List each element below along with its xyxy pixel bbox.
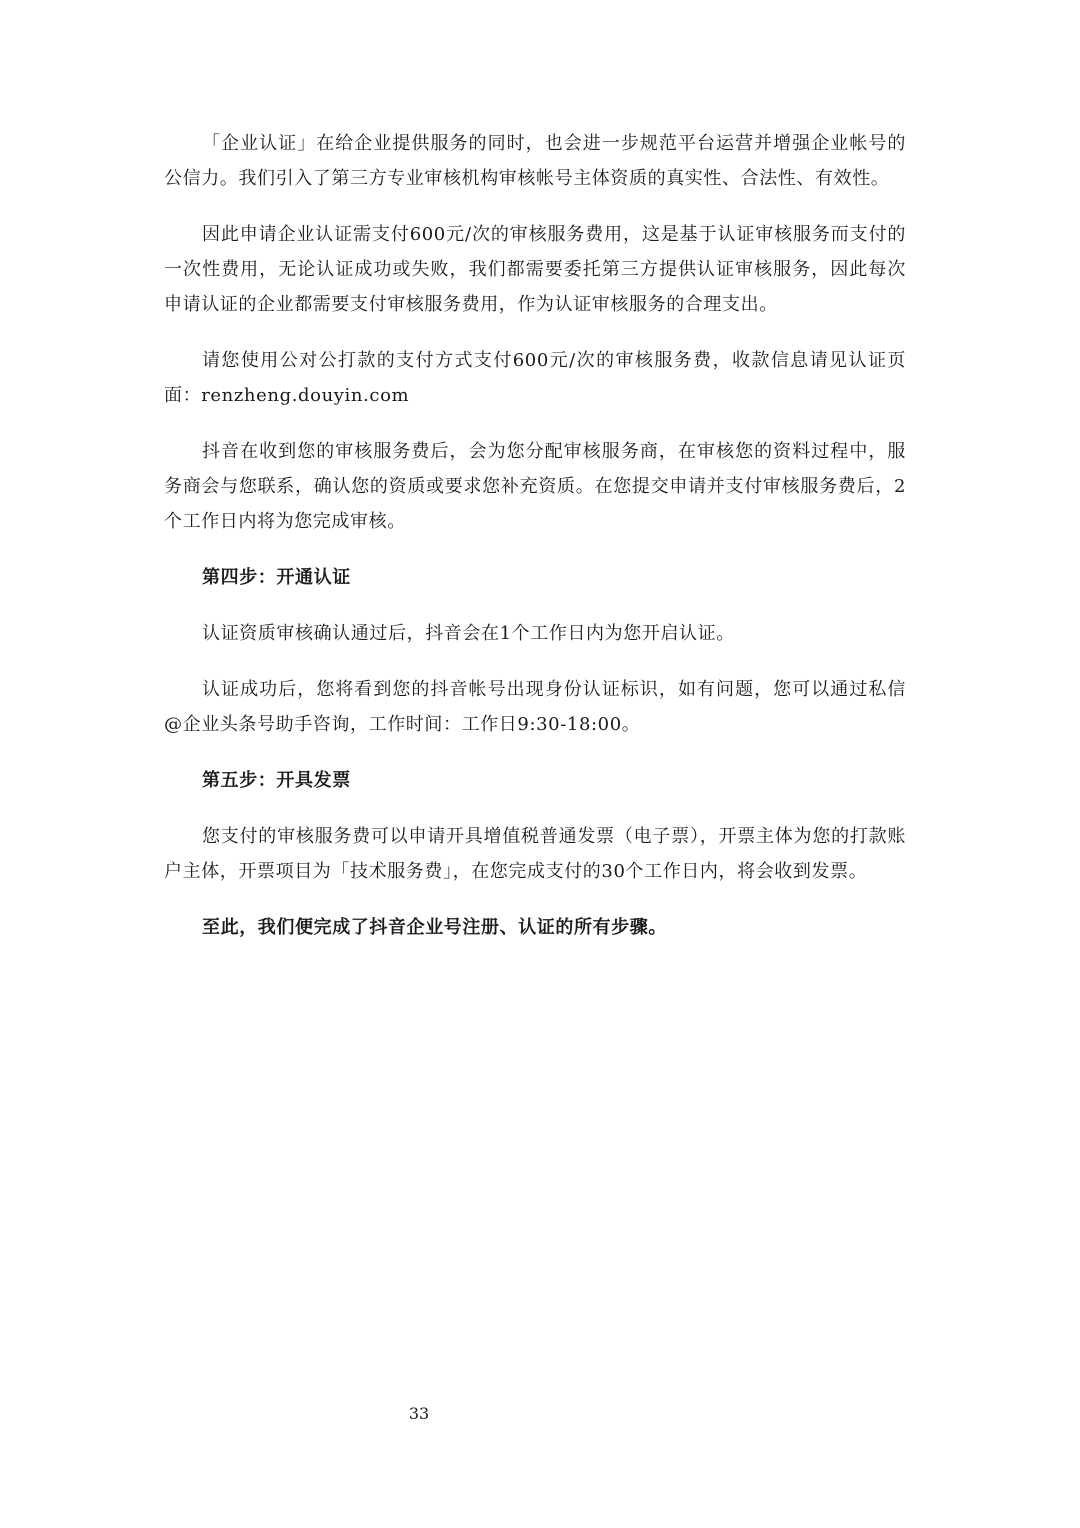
page-number: 33 — [408, 1404, 430, 1423]
paragraph-invoice: 您支付的审核服务费可以申请开具增值税普通发票（电子票），开票主体为您的打款账户主体，开票项目为「技术服务费」，在您完成支付的30个工作日内，将会收到发票。 — [164, 826, 906, 882]
heading-step-four: 第四步：开通认证 — [202, 567, 351, 588]
paragraph-enable-certification: 认证资质审核确认通过后，抖音会在1个工作日内为您开启认证。 — [202, 623, 735, 644]
paragraph-payment-method: 请您使用公对公打款的支付方式支付600元/次的审核服务费，收款信息请见认证页面：renzheng.douyin.com — [164, 350, 906, 406]
document-body — [164, 126, 906, 966]
paragraph-review-fee: 因此申请企业认证需支付600元/次的审核服务费用，这是基于认证审核服务而支付的一次性费用，无论认证成功或失败，我们都需要委托第三方提供认证审核服务，因此每次申请认证的企业都需要支付审核服务费用，作为认证审核服务的合理支出。 — [164, 224, 906, 315]
paragraph-enterprise-certification-intro: 「企业认证」在给企业提供服务的同时，也会进一步规范平台运营并增强企业帐号的公信力。我们引入了第三方专业审核机构审核帐号主体资质的真实性、合法性、有效性。 — [164, 133, 906, 189]
closing-statement: 至此，我们便完成了抖音企业号注册、认证的所有步骤。 — [202, 917, 667, 938]
paragraph-review-process: 抖音在收到您的审核服务费后，会为您分配审核服务商，在审核您的资料过程中，服务商会与您联系，确认您的资质或要求您补充资质。在您提交申请并支付审核服务费后，2个工作日内将为您完成审核。 — [164, 441, 906, 532]
paragraph-certification-success: 认证成功后，您将看到您的抖音帐号出现身份认证标识，如有问题，您可以通过私信@企业头条号助手咨询，工作时间：工作日9:30-18:00。 — [164, 679, 906, 735]
heading-step-five: 第五步：开具发票 — [202, 770, 351, 791]
